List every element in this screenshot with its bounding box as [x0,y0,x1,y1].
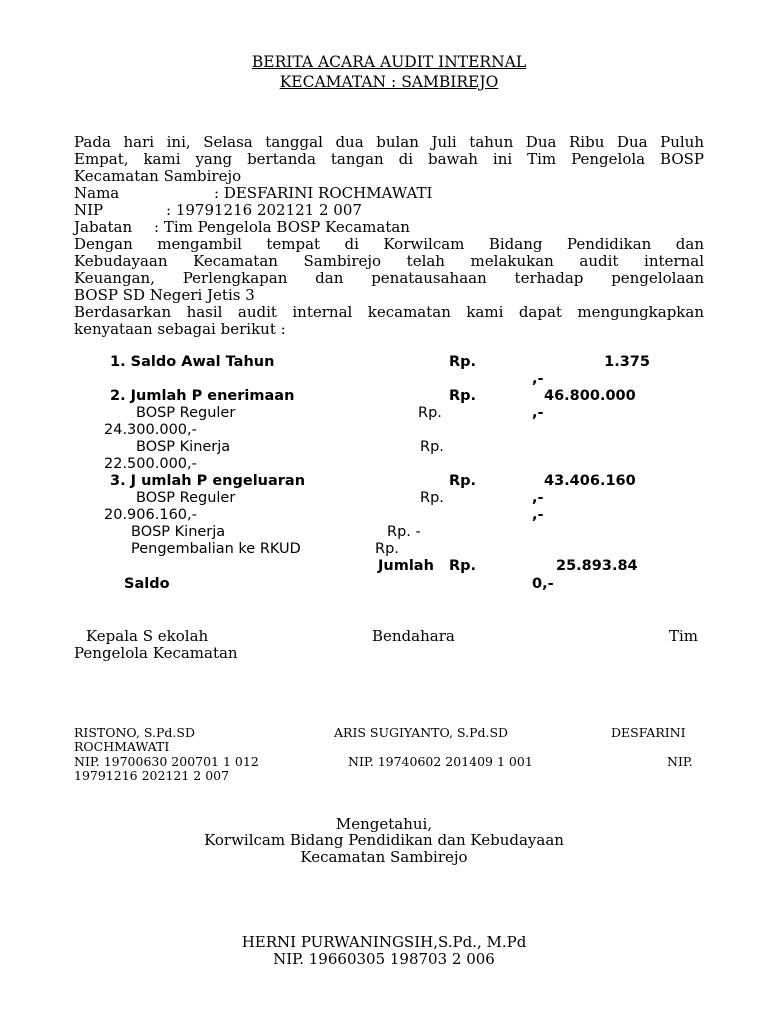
jabatan-value: : Tim Pengelola BOSP Kecamatan [154,218,410,236]
jumlah-value: 25.893.84 [556,558,638,574]
approval-line: Korwilcam Bidang Pendidikan dan Kebudayaan [204,831,564,849]
jumlah-rp: Rp. [449,558,477,574]
signer-name: RISTONO, S.Pd.SD [74,725,195,740]
pengeluaran-value: 43.406.160 [544,473,636,489]
kinerja-out-rp: Rp. - [387,524,421,540]
rkud-label: Pengembalian ke RKUD [131,541,301,557]
body-line: Berdasarkan hasil audit internal kecamatan kami dapat mengungkapkan [74,303,704,321]
saldo-suffix: 0,- [532,576,554,592]
approver-name: HERNI PURWANINGSIH,S.Pd., M.Pd [241,933,527,951]
signer-name: DESFARINI [611,725,686,740]
role-bendahara: Bendahara [372,627,455,645]
role-kepala-sekolah: Kepala S ekolah [86,627,209,645]
signer-name-cont: ROCHMAWATI [74,739,170,754]
saldo-awal-rp: Rp. [449,354,477,370]
pengeluaran-label: 3. J umlah P engeluaran [110,473,306,489]
nip-label: NIP [74,201,104,219]
jumlah-label: Jumlah [378,558,434,574]
signer-nip: NIP. 19740602 201409 1 001 [348,754,533,769]
nama-label: Nama [74,184,120,202]
reguler-out-label: BOSP Reguler [136,490,236,506]
penerimaan-value: 46.800.000 [544,388,636,404]
role-tim: Tim [669,627,699,645]
kinerja-out-label: BOSP Kinerja [131,524,226,540]
rkud-rp: Rp. [375,541,399,557]
intro-line: Pada hari ini, Selasa tanggal dua bulan Juli tahun Dua Ribu Dua Puluh [74,133,704,151]
saldo-label: Saldo [124,576,170,592]
saldo-awal-value: 1.375 [604,354,650,370]
reguler-out-rp: Rp. [420,490,444,506]
document-title: BERITA ACARA AUDIT INTERNAL [251,53,527,71]
body-line: Dengan mengambil tempat di Korwilcam Bidang Pendidikan dan [74,235,704,253]
intro-line: Empat, kami yang bertanda tangan di bawah ini Tim Pengelola BOSP [74,150,704,168]
body-line: BOSP SD Negeri Jetis 3 [74,286,255,304]
saldo-awal-label: 1. Saldo Awal Tahun [110,354,275,370]
jabatan-label: Jabatan [74,218,133,236]
signer-nip: NIP. [667,754,693,769]
reguler-out-value: 20.906.160,- [104,507,197,523]
kinerja-in-rp: Rp. [420,439,444,455]
penerimaan-suffix: ,- [532,405,544,421]
signer-nip-cont: 19791216 202121 2 007 [74,768,230,783]
kinerja-in-value: 22.500.000,- [104,456,197,472]
nama-value: : DESFARINI ROCHMAWATI [214,184,433,202]
saldo-awal-suffix: ,- [532,371,544,387]
reguler-in-value: 24.300.000,- [104,422,197,438]
pengeluaran-rp: Rp. [449,473,477,489]
approval-line: Kecamatan Sambirejo [300,848,468,866]
pengeluaran-suffix: ,- [532,490,544,506]
reguler-in-label: BOSP Reguler [136,405,236,421]
approval-line: Mengetahui, [335,815,433,833]
signer-nip: NIP. 19700630 200701 1 012 [74,754,259,769]
intro-line: Kecamatan Sambirejo [74,167,242,185]
body-line: Kebudayaan Kecamatan Sambirejo telah melakukan audit internal [74,252,704,270]
reguler-in-rp: Rp. [418,405,442,421]
penerimaan-rp: Rp. [449,388,477,404]
signer-name: ARIS SUGIYANTO, S.Pd.SD [334,725,509,740]
reguler-out-suffix: ,- [532,507,544,523]
role-tim-cont: Pengelola Kecamatan [74,644,238,662]
penerimaan-label: 2. Jumlah P enerimaan [110,388,295,404]
approver-nip: NIP. 19660305 198703 2 006 [273,950,495,968]
body-line: Keuangan, Perlengkapan dan penatausahaan terhadap pengelolaan [74,269,704,287]
nip-value: : 19791216 202121 2 007 [166,201,362,219]
document-subtitle: KECAMATAN : SAMBIREJO [279,73,499,91]
body-line: kenyataan sebagai berikut : [74,320,286,338]
kinerja-in-label: BOSP Kinerja [136,439,231,455]
